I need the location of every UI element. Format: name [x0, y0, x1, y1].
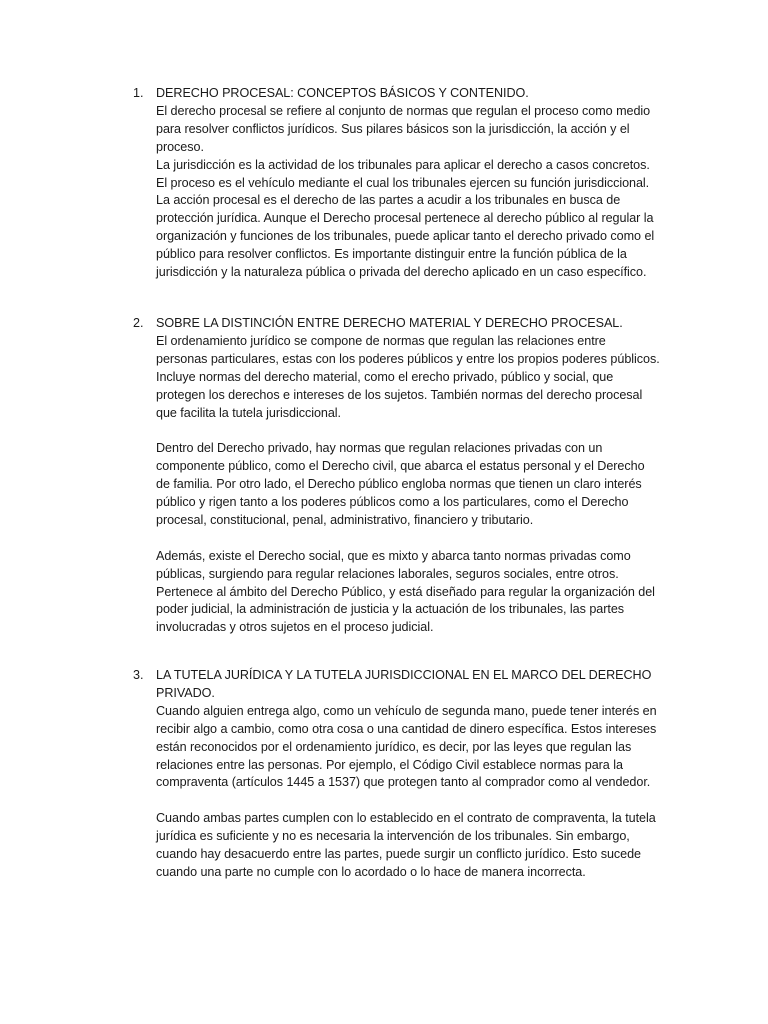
section-body [156, 667, 660, 882]
section-heading: DERECHO PROCESAL: CONCEPTOS BÁSICOS Y CONTENIDO. [156, 86, 529, 100]
section-body [156, 315, 660, 637]
section-number: 1. [133, 86, 144, 100]
section-heading: SOBRE LA DISTINCIÓN ENTRE DERECHO MATERIAL Y DERECHO PROCESAL. [156, 316, 623, 330]
paragraph: Además, existe el Derecho social, que es mixto y abarca tanto normas privadas como públicas, surgiendo para regular relaciones laborales, seguros sociales, entre otros. Pertenece al ámbito del Derecho Público, y está diseñado para regular la organización del poder judicial, la administración de justicia y la actuación de los tribunales, las partes involucradas y otros sujetos en el proceso judicial. [156, 548, 655, 635]
paragraph: El derecho procesal se refiere al conjunto de normas que regulan el proceso como medio para resolver conflictos jurídicos. Sus pilares básicos son la jurisdicción, la acción y el proceso. [156, 103, 651, 154]
paragraph: Cuando ambas partes cumplen con lo establecido en el contrato de compraventa, la tutela jurídica es suficiente y no es necesaria la intervención de los tribunales. Sin embargo, cuando hay desacuerdo entre las partes, puede surgir un conflicto jurídico. Esto sucede cuando una parte no cumple con lo acordado o lo hace de manera incorrecta. [156, 811, 656, 879]
paragraph: La jurisdicción es la actividad de los tribunales para aplicar el derecho a casos concretos. El proceso es el vehículo mediante el cual los tribunales ejercen su función jurisdiccional. La acción procesal es el derecho de las partes a acudir a los tribunales en busca de protección jurídica. Aunque el Derecho procesal pertenece al derecho público al regular la organización y funciones de los tribunales, puede aplicar tanto el derecho privado como el público para resolver conflictos. Es importante distinguir entre la función pública de la jurisdicción y la naturaleza pública o privada del derecho aplicado en un caso específico. [156, 157, 655, 280]
paragraph: El ordenamiento jurídico se compone de normas que regulan las relaciones entre personas particulares, estas con los poderes públicos y entre los propios poderes públicos. Incluye normas del derecho material, como el erecho privado, público y social, que protegen los derechos e intereses de los sujetos. También normas del derecho procesal que facilita la tutela jurisdiccional. [156, 333, 660, 420]
section-heading: LA TUTELA JURÍDICA Y LA TUTELA JURISDICCIONAL EN EL MARCO DEL DERECHO PRIVADO. [156, 668, 652, 700]
paragraph: Dentro del Derecho privado, hay normas que regulan relaciones privadas con un componente público, como el Derecho civil, que abarca el estatus personal y el Derecho de familia. Por otro lado, el Derecho público engloba normas que tienen un claro interés público y rigen tanto a los poderes públicos como a los particulares, como el Derecho procesal, constitucional, penal, administrativo, financiero y tributario. [156, 441, 645, 527]
section-body [156, 85, 660, 282]
section-number: 2. [133, 316, 144, 330]
paragraph: Cuando alguien entrega algo, como un vehículo de segunda mano, puede tener interés en recibir algo a cambio, como otra cosa o una cantidad de dinero específica. Estos intereses están reconocidos por el ordenamiento jurídico, es decir, por las leyes que regulan las relaciones entre las personas. Por ejemplo, el Código Civil establece normas para la compraventa (artículos 1445 a 1537) que protegen tanto al comprador como al vendedor. [156, 703, 657, 790]
section-number: 3. [133, 668, 144, 682]
